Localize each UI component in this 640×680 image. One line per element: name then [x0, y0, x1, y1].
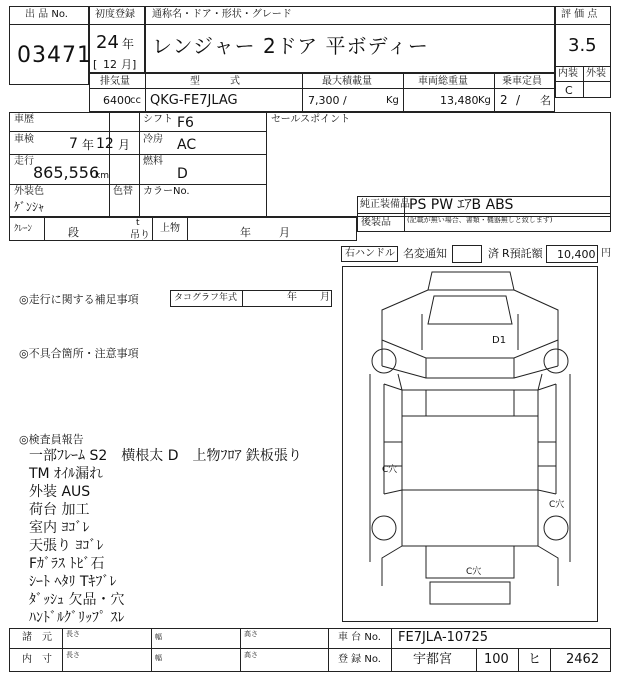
after-parts-note: (記載が無い場合、書類・機器無しと致します)	[407, 216, 553, 224]
damage-mark-c-bottom: C穴	[466, 567, 482, 577]
gross-weight-label: 車両総重量	[418, 76, 468, 87]
inspector-report-label: ◎検査員報告	[19, 433, 84, 446]
registration-year-unit: 年	[122, 37, 135, 51]
registration-month-open: [	[93, 58, 98, 71]
inspection-year-unit: 年	[82, 138, 95, 152]
divider	[145, 73, 146, 112]
crane-row	[9, 217, 357, 241]
yen-unit: 円	[601, 248, 611, 259]
steering-value: 右ハンドル	[345, 248, 395, 259]
divider	[266, 112, 267, 217]
gross-weight-unit: Kg	[478, 95, 491, 106]
divider	[555, 24, 611, 25]
car-name-label: 通称名・ドア・形状・グレード	[152, 9, 292, 20]
divider	[9, 154, 266, 155]
divider	[9, 131, 266, 132]
inspector-line: 一部ﾌﾚｰﾑ S2 横根太 D 上物ﾌﾛｱ 鉄板張り	[29, 448, 302, 464]
max-load-label: 最大積載量	[322, 76, 372, 87]
divider	[62, 628, 63, 672]
registration-year: 24	[96, 32, 119, 53]
capacity-label: 乗車定員	[502, 76, 542, 87]
footer-table	[9, 628, 611, 672]
inspection-label: 車検	[14, 134, 34, 145]
shift-value: F6	[177, 115, 194, 131]
color-change-label: 色替	[113, 186, 133, 197]
width-label: 幅	[155, 633, 162, 641]
upper-year-label: 年	[240, 226, 251, 239]
divider	[9, 184, 266, 185]
equipment-value: PS PW ｴｱB ABS	[409, 197, 514, 213]
inspection-year: 7	[69, 136, 78, 152]
inspection-month: 12	[96, 136, 114, 152]
fuel-value: D	[177, 166, 188, 182]
crane-label: ｸﾚｰﾝ	[14, 224, 33, 234]
recycle-done-label: 済	[488, 247, 499, 260]
evaluation-label: 評 価 点	[561, 9, 598, 20]
registration-place: 宇都宮	[413, 652, 453, 667]
model-label: 型 式	[190, 76, 240, 87]
divider	[583, 66, 584, 98]
inspector-line: 荷台 加工	[29, 502, 90, 518]
inspector-line: ﾀﾞｯｼｭ 欠品・穴	[29, 592, 125, 608]
inspector-line: ﾊﾝﾄﾞﾙｸﾞﾘｯﾌﾟ ｽﾚ	[29, 610, 125, 626]
capacity-value: 2	[500, 93, 508, 107]
inspector-line: ｼｰﾄ ﾍﾀﾘ Tｷﾌﾞﾚ	[29, 574, 117, 590]
displacement-label: 排気量	[100, 76, 130, 87]
recycle-amount: 10,400	[557, 248, 596, 261]
chassis-no: FE7JLA-10725	[398, 630, 488, 645]
divider	[187, 217, 188, 241]
car-name: レンジャー 2ドア 平ボディー	[152, 34, 429, 58]
inspector-line: TM ｵｲﾙ漏れ	[29, 466, 104, 482]
inspector-line: 室内 ﾖｺﾞﾚ	[29, 520, 90, 536]
crane-stage-label: 段	[68, 226, 79, 239]
model-code: QKG-FE7JLAG	[150, 93, 238, 108]
interior-grade: C	[565, 84, 573, 97]
mileage-value: 865,556	[33, 163, 100, 182]
inspector-line: Fｶﾞﾗｽ ﾄﾋﾞ石	[29, 556, 105, 572]
tachograph-label: タコグラフ年式	[174, 293, 238, 303]
lot-number-label: 出 品 No.	[25, 9, 68, 20]
exterior-grade-label: 外装	[586, 68, 606, 79]
aircon-label: 冷房	[143, 134, 163, 145]
inspection-month-unit: 月	[118, 138, 131, 152]
divider	[109, 112, 110, 217]
recycle-deposit-label: R預託額	[502, 247, 543, 260]
registration-no-label: 登 録 No.	[338, 654, 381, 665]
equipment-label: 純正装備品	[360, 199, 410, 210]
evaluation-score: 3.5	[568, 35, 597, 56]
divider	[403, 73, 404, 112]
registration-month: 12	[103, 58, 117, 71]
divider	[9, 648, 611, 649]
crane-hang-label: 吊り	[130, 230, 150, 241]
max-load-slash: /	[343, 94, 347, 107]
sales-point-label: セールスポイント	[271, 114, 351, 125]
inspector-line: 外装 AUS	[29, 484, 91, 500]
divider	[9, 24, 89, 25]
displacement-value: 6400	[103, 94, 131, 107]
length-label: 長さ	[66, 630, 80, 638]
color-value: ｹﾞﾝｼｬ	[14, 200, 45, 214]
history-label: 車歴	[14, 114, 34, 125]
height-label: 高さ	[244, 651, 258, 659]
inspector-line: 天張り ﾖｺﾞﾚ	[29, 538, 104, 554]
divider	[476, 648, 477, 672]
chassis-no-label: 車 台 No.	[338, 632, 381, 643]
damage-mark-c-left: C穴	[382, 465, 398, 475]
tachograph-year-unit: 年	[287, 292, 297, 303]
color-code-label: カラーNo.	[143, 186, 190, 197]
damage-mark-d1: D1	[492, 335, 507, 346]
interior-dims-label: 内 寸	[22, 654, 52, 665]
divider	[302, 73, 303, 112]
damage-mark-c-right: C穴	[549, 500, 565, 510]
name-change-label: 名変通知	[403, 247, 447, 260]
divider	[242, 290, 243, 307]
divider	[89, 88, 555, 89]
name-change-box	[452, 245, 482, 263]
lot-number: 03471	[17, 43, 92, 68]
capacity-unit: 名	[540, 94, 551, 107]
gross-weight-value: 13,480	[440, 94, 479, 107]
registration-number: 2462	[566, 652, 600, 667]
crane-ton-label: t	[136, 218, 140, 228]
defects-label: ◎不具合箇所・注意事項	[19, 347, 139, 360]
divider	[357, 213, 611, 214]
height-label: 高さ	[244, 630, 258, 638]
displacement-unit: cc	[130, 95, 141, 106]
dimensions-label: 諸 元	[22, 632, 52, 643]
length-label: 長さ	[66, 651, 80, 659]
aircon-value: AC	[177, 137, 197, 153]
divider	[151, 628, 152, 672]
divider	[494, 73, 495, 112]
driving-notes-label: ◎走行に関する補足事項	[19, 293, 139, 306]
divider	[44, 217, 45, 241]
capacity-slash: /	[516, 93, 521, 107]
width-label: 幅	[155, 654, 162, 662]
truck-damage-diagram	[342, 266, 598, 622]
registration-kana: ヒ	[528, 652, 542, 667]
divider	[139, 112, 140, 217]
tachograph-month-unit: 月	[320, 292, 330, 303]
divider	[550, 648, 551, 672]
upper-month-label: 月	[279, 226, 290, 239]
divider	[328, 628, 329, 672]
fuel-label: 燃料	[143, 156, 163, 167]
divider	[555, 81, 611, 82]
divider	[152, 217, 153, 241]
divider	[240, 628, 241, 672]
after-parts-label: 後装品	[361, 217, 391, 228]
divider	[391, 628, 392, 672]
registration-month-unit: 月]	[121, 58, 137, 71]
mileage-label: 走行	[14, 156, 34, 167]
divider	[518, 648, 519, 672]
interior-grade-label: 内装	[558, 68, 578, 79]
max-load-value: 7,300	[308, 94, 340, 107]
upper-body-label: 上物	[160, 223, 180, 234]
max-load-unit: Kg	[386, 95, 399, 106]
shift-label: シフト	[143, 114, 173, 125]
first-registration-label: 初度登録	[95, 9, 135, 20]
mileage-unit: km	[95, 171, 109, 181]
registration-class: 100	[484, 652, 509, 667]
color-label: 外装色	[14, 186, 44, 197]
